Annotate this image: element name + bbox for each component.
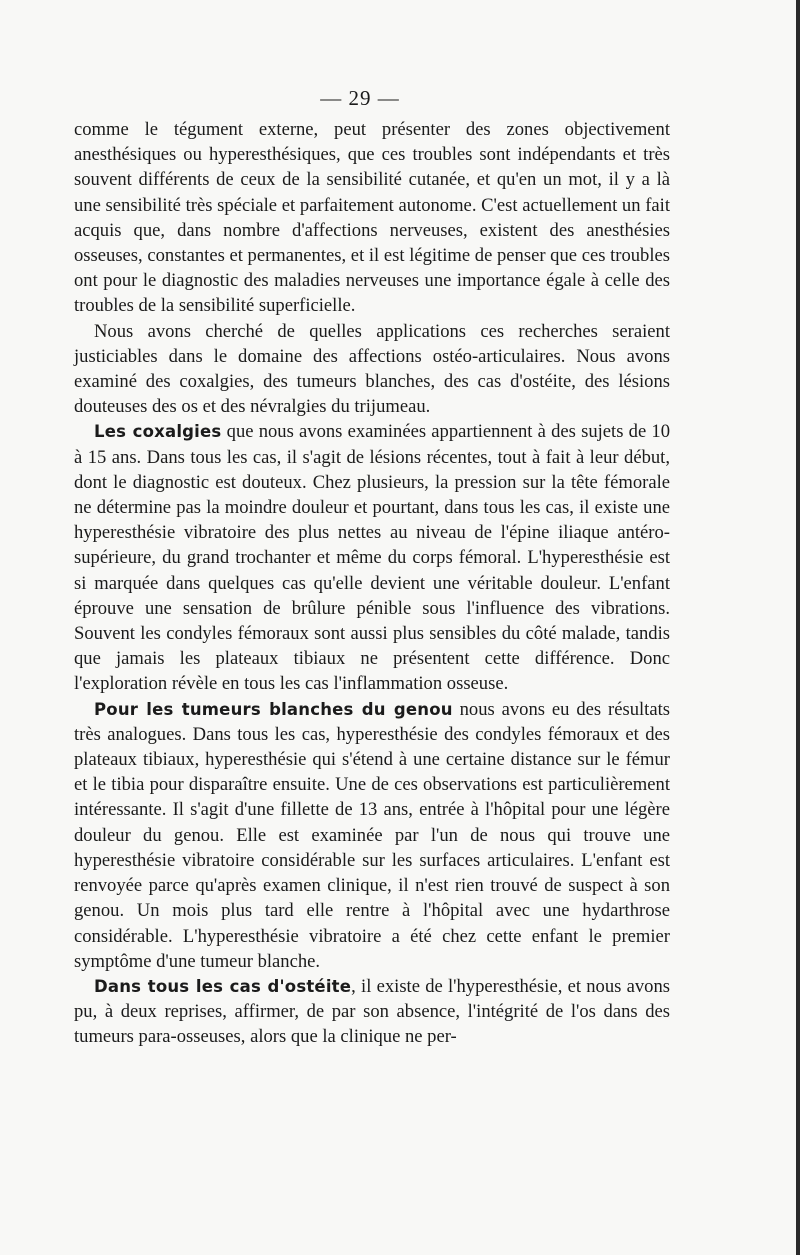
paragraph-lead-heading: Pour les tumeurs blanches du genou xyxy=(94,699,453,719)
paragraph xyxy=(74,117,670,319)
paragraph-text: , il existe de l'hyperesthésie, et nous avons pu, à deux reprises, affirmer, de par son absence, l'intégrité de l'os dans des tumeurs para-osseuses, alors que la clinique ne per- xyxy=(74,975,670,1048)
body-text xyxy=(74,117,670,1050)
page-number: — 29 — xyxy=(320,86,400,110)
paragraph xyxy=(74,419,670,696)
paragraph-lead-heading: Dans tous les cas d'ostéite xyxy=(94,976,352,996)
paragraph-text: nous avons eu des résultats très analogues. Dans tous les cas, hyperesthésie des condyles fémoraux et des plateaux tibiaux, hyperesthésie qui s'étend à une certaine distance sur le fémur et le tibia pour disparaître ensuite. Une de ces observations est particulièrement intéressante. Il s'agit d'une fillette de 13 ans, entrée à l'hôpital pour une légère douleur du genou. Elle est examinée par l'un de nous qui trouve une hyperesthésie vibratoire considérable sur les surfaces articulaires. L'enfant est renvoyée parce qu'après examen clinique, il n'est rien trouvé de suspect à son genou. Un mois plus tard elle rentre à l'hôpital avec une hydarthrose considérable. L'hyperesthésie vibratoire a été chez cette enfant le premier symptôme d'une tumeur blanche. xyxy=(74,698,670,972)
paragraph-text: que nous avons examinées appartiennent à des sujets de 10 à 15 ans. Dans tous les cas, il s'agit de lésions récentes, tout à fait à leur début, dont le diagnostic est douteux. Chez plusieurs, la pression sur la tête fémorale ne détermine pas la moindre douleur et pourtant, dans tous les cas, il existe une hyperesthésie vibratoire des plus nettes au niveau de l'épine iliaque antéro-supérieure, du grand trochanter et même du corps fémoral. L'hyperesthésie est si marquée dans quelques cas qu'elle devient une véritable douleur. L'enfant éprouve une sensation de brûlure pénible sous l'influence des vibrations. Souvent les condyles fémoraux sont aussi plus sensibles du côté malade, tandis que jamais les plateaux tibiaux ne présentent cette différence. Donc l'exploration révèle en tous les cas l'inflammation osseuse. xyxy=(74,421,670,695)
paragraph xyxy=(74,319,670,420)
paragraph xyxy=(74,974,670,1050)
scan-edge xyxy=(796,0,800,1255)
paragraph-lead-heading: Les coxalgies xyxy=(94,422,222,442)
paragraph xyxy=(74,697,670,974)
paragraph-text: comme le tégument externe, peut présenter des zones objectivement anesthésiques ou hyperesthésiques, que ces troubles sont indépendants et très souvent différents de ceux de la sensibilité cutanée, et qu'en un mot, il y a là une sensibilité très spéciale et parfaitement autonome. C'est actuellement un fait acquis que, dans nombre d'affections nerveuses, existent des anesthésies osseuses, constantes et permanentes, et il est légitime de penser que ces troubles ont pour le diagnostic des maladies nerveuses une importance égale à celle des troubles de la sensibilité superficielle. xyxy=(74,119,670,317)
paragraph-text: Nous avons cherché de quelles applications ces recherches seraient justiciables dans le domaine des affections ostéo-articulaires. Nous avons examiné des coxalgies, des tumeurs blanches, des cas d'ostéite, des lésions douteuses des os et des névralgies du trijumeau. xyxy=(74,320,670,418)
